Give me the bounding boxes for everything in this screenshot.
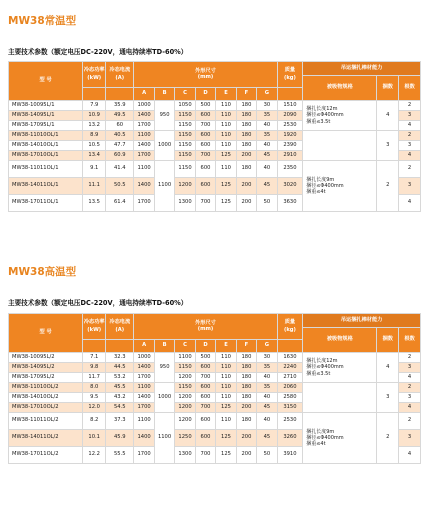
header-cooling-power-label: 冷态功率 bbox=[83, 67, 105, 74]
object-spec-line: 捆重≤4t bbox=[306, 441, 326, 448]
cell-dim-d: 600 bbox=[195, 178, 215, 195]
object-spec-line: 捆重≤4t bbox=[306, 189, 326, 196]
table-row bbox=[9, 101, 421, 111]
cell-root-count: 4 bbox=[399, 121, 421, 131]
cell-dim-g: 30 bbox=[257, 101, 277, 111]
cell-model: MW38-17011OL/1 bbox=[9, 195, 83, 212]
cell-dim-a: 1400 bbox=[134, 178, 154, 195]
cell-power: 10.9 bbox=[83, 111, 106, 121]
header-current-blank bbox=[106, 340, 134, 353]
cell-bundle-count: 3 bbox=[377, 383, 399, 413]
cell-current: 43.2 bbox=[106, 393, 134, 403]
cell-dim-d: 600 bbox=[195, 413, 215, 430]
table-row bbox=[9, 131, 421, 141]
cell-current: 44.5 bbox=[106, 363, 134, 373]
table-row bbox=[9, 353, 421, 363]
cell-dim-d: 700 bbox=[195, 195, 215, 212]
cell-dim-c: 1150 bbox=[175, 141, 195, 151]
header-dim-d: D bbox=[195, 340, 215, 353]
cell-dim-f: 200 bbox=[236, 178, 256, 195]
cell-mass: 2350 bbox=[277, 161, 303, 178]
cell-root-count: 2 bbox=[399, 101, 421, 111]
table-row bbox=[9, 383, 421, 393]
header-dim-c: C bbox=[175, 88, 195, 101]
cell-dim-f: 200 bbox=[236, 430, 256, 447]
cell-dim-f: 180 bbox=[236, 131, 256, 141]
cell-current: 54.5 bbox=[106, 403, 134, 413]
cell-dim-e: 110 bbox=[216, 353, 236, 363]
cell-dim-a: 1100 bbox=[134, 413, 154, 430]
spec-table-normal bbox=[8, 61, 421, 212]
cell-model: MW38-14011OL/2 bbox=[9, 430, 83, 447]
cell-root-count: 2 bbox=[399, 131, 421, 141]
cell-root-count: 4 bbox=[399, 373, 421, 383]
cell-dim-e: 125 bbox=[216, 403, 236, 413]
cell-dim-f: 180 bbox=[236, 413, 256, 430]
header-row bbox=[9, 62, 421, 76]
header-bundle-count: 捆数 bbox=[377, 76, 399, 101]
cell-dim-a: 1100 bbox=[134, 383, 154, 393]
header-mass-label: 质量 bbox=[284, 67, 296, 74]
cell-dim-e: 125 bbox=[216, 178, 236, 195]
cell-dim-f: 180 bbox=[236, 121, 256, 131]
cell-dim-g: 45 bbox=[257, 178, 277, 195]
header-capacity: 吊运捆扎棒材能力 bbox=[303, 314, 421, 328]
header-model: 型 号 bbox=[9, 62, 83, 101]
cell-root-count: 2 bbox=[399, 413, 421, 430]
header-cooling-power-unit: (kW) bbox=[87, 74, 102, 81]
cell-model: MW38-11011OL/2 bbox=[9, 413, 83, 430]
cell-power: 7.9 bbox=[83, 101, 106, 111]
cell-dim-a: 1700 bbox=[134, 447, 154, 464]
header-dim-g: G bbox=[257, 88, 277, 101]
cell-dim-d: 700 bbox=[195, 447, 215, 464]
cell-dim-d: 600 bbox=[195, 141, 215, 151]
cell-power: 10.5 bbox=[83, 141, 106, 151]
cell-power: 8.2 bbox=[83, 413, 106, 430]
cell-current: 49.5 bbox=[106, 111, 134, 121]
cell-model: MW38-14010OL/2 bbox=[9, 393, 83, 403]
header-bundle-count: 捆数 bbox=[377, 328, 399, 353]
cell-dim-a: 1400 bbox=[134, 141, 154, 151]
object-spec-line: 捆重≤3.5t bbox=[306, 118, 331, 125]
cell-dim-e: 110 bbox=[216, 141, 236, 151]
cell-power: 12.0 bbox=[83, 403, 106, 413]
cell-dim-c: 1300 bbox=[175, 195, 195, 212]
cell-dim-e: 125 bbox=[216, 195, 236, 212]
cell-dim-a: 1400 bbox=[134, 363, 154, 373]
cell-power: 10.1 bbox=[83, 430, 106, 447]
header-dim-g: G bbox=[257, 340, 277, 353]
cell-model: MW38-10095L/2 bbox=[9, 353, 83, 363]
header-mass-unit: (kg) bbox=[283, 74, 296, 81]
cell-power: 12.2 bbox=[83, 447, 106, 464]
cell-current: 53.2 bbox=[106, 373, 134, 383]
header-cooling-current bbox=[106, 62, 134, 88]
cell-dim-e: 110 bbox=[216, 101, 236, 111]
object-spec-line: 捆扎长度12m bbox=[306, 358, 338, 365]
header-mass-unit: (kg) bbox=[283, 326, 296, 333]
cell-dim-a: 1100 bbox=[134, 161, 154, 178]
cell-dim-f: 180 bbox=[236, 101, 256, 111]
spec-table-high bbox=[8, 313, 421, 464]
cell-mass: 2390 bbox=[277, 141, 303, 151]
header-mass-label: 质量 bbox=[284, 319, 296, 326]
cell-dim-c: 1300 bbox=[175, 447, 195, 464]
cell-current: 32.3 bbox=[106, 353, 134, 363]
cell-mass: 3910 bbox=[277, 447, 303, 464]
table-row bbox=[9, 413, 421, 430]
header-mass bbox=[277, 314, 303, 340]
cell-dim-c: 1150 bbox=[175, 161, 195, 178]
cell-dim-d: 600 bbox=[195, 430, 215, 447]
cell-current: 50.5 bbox=[106, 178, 134, 195]
cell-dim-f: 180 bbox=[236, 363, 256, 373]
cell-power: 7.1 bbox=[83, 353, 106, 363]
cell-dim-g: 35 bbox=[257, 111, 277, 121]
cell-dim-f: 180 bbox=[236, 383, 256, 393]
cell-dim-g: 35 bbox=[257, 383, 277, 393]
cell-dim-g: 30 bbox=[257, 353, 277, 363]
cell-dim-g: 40 bbox=[257, 413, 277, 430]
cell-power: 9.1 bbox=[83, 161, 106, 178]
cell-dim-e: 110 bbox=[216, 363, 236, 373]
cell-dim-g: 40 bbox=[257, 161, 277, 178]
cell-power: 13.4 bbox=[83, 151, 106, 161]
section-title-normal: MW38常温型 bbox=[8, 15, 77, 27]
cell-dim-f: 180 bbox=[236, 141, 256, 151]
cell-dim-c: 1150 bbox=[175, 363, 195, 373]
cell-model: MW38-14010OL/1 bbox=[9, 141, 83, 151]
header-current-blank bbox=[106, 88, 134, 101]
cell-root-count: 4 bbox=[399, 151, 421, 161]
object-spec-line: 捆径≤Φ400mm bbox=[306, 434, 344, 441]
cell-dim-d: 600 bbox=[195, 393, 215, 403]
cell-dim-b: 1100 bbox=[154, 161, 174, 212]
cell-mass: 2710 bbox=[277, 373, 303, 383]
header-dim-d: D bbox=[195, 88, 215, 101]
cell-model: MW38-14095L/1 bbox=[9, 111, 83, 121]
cell-root-count: 3 bbox=[399, 141, 421, 151]
header-cooling-current-unit: (A) bbox=[115, 326, 125, 333]
cell-current: 47.7 bbox=[106, 141, 134, 151]
cell-dim-f: 180 bbox=[236, 393, 256, 403]
header-object-spec: 被吸物规格 bbox=[303, 76, 377, 101]
cell-dim-e: 125 bbox=[216, 151, 236, 161]
cell-power: 13.2 bbox=[83, 121, 106, 131]
cell-dim-e: 110 bbox=[216, 373, 236, 383]
cell-mass: 1630 bbox=[277, 353, 303, 363]
header-model: 型 号 bbox=[9, 314, 83, 353]
header-dimensions-label: 外形尺寸 bbox=[195, 320, 216, 327]
object-spec-line: 捆径≤Φ400mm bbox=[306, 112, 344, 119]
header-dimensions-label: 外形尺寸 bbox=[195, 68, 216, 75]
cell-mass: 2090 bbox=[277, 111, 303, 121]
cell-root-count: 2 bbox=[399, 383, 421, 393]
cell-power: 8.0 bbox=[83, 383, 106, 393]
cell-power: 8.9 bbox=[83, 131, 106, 141]
cell-dim-g: 45 bbox=[257, 430, 277, 447]
cell-dim-e: 110 bbox=[216, 121, 236, 131]
cell-dim-c: 1150 bbox=[175, 131, 195, 141]
cell-dim-g: 40 bbox=[257, 373, 277, 383]
cell-dim-a: 1700 bbox=[134, 195, 154, 212]
header-capacity: 吊运捆扎棒材能力 bbox=[303, 62, 421, 76]
cell-dim-a: 1100 bbox=[134, 131, 154, 141]
cell-dim-c: 1200 bbox=[175, 178, 195, 195]
cell-mass: 2580 bbox=[277, 393, 303, 403]
cell-model: MW38-10095L/1 bbox=[9, 101, 83, 111]
cell-root-count: 3 bbox=[399, 430, 421, 447]
cell-dim-d: 500 bbox=[195, 101, 215, 111]
cell-dim-d: 500 bbox=[195, 353, 215, 363]
cell-mass: 2060 bbox=[277, 383, 303, 393]
header-dim-f: F bbox=[236, 340, 256, 353]
cell-dim-e: 125 bbox=[216, 447, 236, 464]
cell-dim-c: 1100 bbox=[175, 353, 195, 363]
cell-dim-b: 950 bbox=[154, 353, 174, 383]
cell-power: 9.5 bbox=[83, 393, 106, 403]
header-dimensions-unit: (mm) bbox=[197, 325, 214, 332]
header-cooling-current-label: 冷态电流 bbox=[109, 67, 131, 74]
cell-model: MW38-14095L/2 bbox=[9, 363, 83, 373]
cell-dim-d: 700 bbox=[195, 403, 215, 413]
cell-dim-f: 180 bbox=[236, 161, 256, 178]
cell-dim-f: 180 bbox=[236, 373, 256, 383]
cell-dim-c: 1200 bbox=[175, 393, 195, 403]
cell-power: 11.7 bbox=[83, 373, 106, 383]
cell-root-count: 3 bbox=[399, 363, 421, 373]
cell-dim-e: 110 bbox=[216, 393, 236, 403]
header-cooling-power-unit: (kW) bbox=[87, 326, 102, 333]
cell-mass: 2530 bbox=[277, 121, 303, 131]
cell-bundle-count: 2 bbox=[377, 161, 399, 212]
cell-bundle-count: 2 bbox=[377, 413, 399, 464]
cell-dim-d: 600 bbox=[195, 161, 215, 178]
cell-dim-d: 700 bbox=[195, 121, 215, 131]
section-subtitle-high: 主要技术参数（额定电压DC-220V，通电持续率TD-60%） bbox=[8, 299, 188, 307]
cell-current: 60.9 bbox=[106, 151, 134, 161]
cell-model: MW38-14011OL/1 bbox=[9, 178, 83, 195]
cell-root-count: 2 bbox=[399, 353, 421, 363]
cell-root-count: 4 bbox=[399, 403, 421, 413]
cell-model: MW38-17095L/1 bbox=[9, 121, 83, 131]
cell-mass: 3630 bbox=[277, 195, 303, 212]
header-row bbox=[9, 314, 421, 328]
header-dim-c: C bbox=[175, 340, 195, 353]
cell-dim-c: 1250 bbox=[175, 430, 195, 447]
object-spec-line: 捆径≤Φ400mm bbox=[306, 182, 344, 189]
cell-dim-d: 600 bbox=[195, 363, 215, 373]
cell-root-count: 3 bbox=[399, 393, 421, 403]
cell-dim-f: 200 bbox=[236, 195, 256, 212]
section-subtitle-normal: 主要技术参数（额定电压DC-220V，通电持续率TD-60%） bbox=[8, 48, 188, 56]
cell-root-count: 4 bbox=[399, 195, 421, 212]
cell-dim-c: 1150 bbox=[175, 383, 195, 393]
cell-model: MW38-17011OL/2 bbox=[9, 447, 83, 464]
cell-dim-c: 1150 bbox=[175, 151, 195, 161]
cell-model: MW38-17095L/2 bbox=[9, 373, 83, 383]
cell-dim-f: 200 bbox=[236, 151, 256, 161]
header-cooling-current bbox=[106, 314, 134, 340]
cell-dim-b: 1100 bbox=[154, 413, 174, 464]
cell-dim-g: 40 bbox=[257, 121, 277, 131]
header-dim-a: A bbox=[134, 88, 154, 101]
cell-dim-d: 700 bbox=[195, 151, 215, 161]
header-dim-b: B bbox=[154, 340, 174, 353]
cell-dim-g: 40 bbox=[257, 141, 277, 151]
cell-dim-a: 1400 bbox=[134, 393, 154, 403]
header-root-count: 根数 bbox=[399, 328, 421, 353]
cell-dim-g: 45 bbox=[257, 151, 277, 161]
header-dim-b: B bbox=[154, 88, 174, 101]
cell-mass: 1920 bbox=[277, 131, 303, 141]
cell-dim-c: 1050 bbox=[175, 101, 195, 111]
cell-dim-a: 1700 bbox=[134, 373, 154, 383]
cell-model: MW38-17010OL/1 bbox=[9, 151, 83, 161]
cell-bundle-count: 4 bbox=[377, 353, 399, 383]
object-spec-line: 捆重≤3.5t bbox=[306, 370, 331, 377]
cell-power: 11.1 bbox=[83, 178, 106, 195]
cell-current: 37.3 bbox=[106, 413, 134, 430]
cell-mass: 2240 bbox=[277, 363, 303, 373]
cell-mass: 3020 bbox=[277, 178, 303, 195]
cell-dim-g: 40 bbox=[257, 393, 277, 403]
header-cooling-current-unit: (A) bbox=[115, 74, 125, 81]
object-spec-line: 捆扎长度9m bbox=[306, 428, 335, 435]
cell-dim-e: 110 bbox=[216, 383, 236, 393]
cell-current: 40.5 bbox=[106, 131, 134, 141]
header-power-blank bbox=[83, 88, 106, 101]
header-cooling-power-label: 冷态功率 bbox=[83, 319, 105, 326]
cell-mass: 2530 bbox=[277, 413, 303, 430]
cell-mass: 3260 bbox=[277, 430, 303, 447]
cell-dim-a: 1000 bbox=[134, 101, 154, 111]
cell-dim-b: 950 bbox=[154, 101, 174, 131]
cell-dim-d: 600 bbox=[195, 383, 215, 393]
cell-dim-e: 110 bbox=[216, 131, 236, 141]
cell-object-spec bbox=[303, 101, 377, 131]
cell-dim-c: 1150 bbox=[175, 111, 195, 121]
header-power-blank bbox=[83, 340, 106, 353]
cell-dim-c: 1200 bbox=[175, 373, 195, 383]
cell-dim-g: 35 bbox=[257, 131, 277, 141]
cell-current: 55.5 bbox=[106, 447, 134, 464]
cell-dim-a: 1400 bbox=[134, 111, 154, 121]
cell-object-spec bbox=[303, 161, 377, 212]
cell-dim-f: 180 bbox=[236, 111, 256, 121]
cell-root-count: 3 bbox=[399, 111, 421, 121]
cell-current: 35.9 bbox=[106, 101, 134, 111]
header-dimensions bbox=[134, 314, 277, 340]
cell-object-spec bbox=[303, 413, 377, 464]
cell-dim-b: 1000 bbox=[154, 131, 174, 161]
cell-mass: 3150 bbox=[277, 403, 303, 413]
cell-object-spec bbox=[303, 131, 377, 161]
cell-dim-g: 50 bbox=[257, 447, 277, 464]
cell-current: 60 bbox=[106, 121, 134, 131]
header-cooling-power bbox=[83, 314, 106, 340]
cell-dim-f: 200 bbox=[236, 403, 256, 413]
cell-dim-d: 600 bbox=[195, 131, 215, 141]
header-mass bbox=[277, 62, 303, 88]
cell-bundle-count: 3 bbox=[377, 131, 399, 161]
cell-dim-c: 1200 bbox=[175, 413, 195, 430]
cell-bundle-count: 4 bbox=[377, 101, 399, 131]
header-mass-blank bbox=[277, 340, 303, 353]
header-dimensions bbox=[134, 62, 277, 88]
section-title-high: MW38高温型 bbox=[8, 266, 77, 278]
cell-model: MW38-11010OL/2 bbox=[9, 383, 83, 393]
header-cooling-power bbox=[83, 62, 106, 88]
cell-dim-c: 1150 bbox=[175, 121, 195, 131]
cell-root-count: 3 bbox=[399, 178, 421, 195]
cell-dim-g: 35 bbox=[257, 363, 277, 373]
cell-power: 13.5 bbox=[83, 195, 106, 212]
cell-current: 41.4 bbox=[106, 161, 134, 178]
cell-dim-f: 180 bbox=[236, 353, 256, 363]
header-root-count: 根数 bbox=[399, 76, 421, 101]
cell-dim-e: 110 bbox=[216, 111, 236, 121]
cell-dim-e: 110 bbox=[216, 161, 236, 178]
table-row bbox=[9, 161, 421, 178]
cell-mass: 2910 bbox=[277, 151, 303, 161]
cell-object-spec bbox=[303, 383, 377, 413]
cell-dim-e: 125 bbox=[216, 430, 236, 447]
cell-dim-d: 600 bbox=[195, 111, 215, 121]
object-spec-line: 捆扎长度12m bbox=[306, 106, 338, 113]
cell-current: 61.4 bbox=[106, 195, 134, 212]
cell-power: 9.8 bbox=[83, 363, 106, 373]
cell-dim-g: 50 bbox=[257, 195, 277, 212]
object-spec-line: 捆扎长度9m bbox=[306, 176, 335, 183]
cell-current: 45.5 bbox=[106, 383, 134, 393]
cell-root-count: 4 bbox=[399, 447, 421, 464]
header-mass-blank bbox=[277, 88, 303, 101]
cell-dim-a: 1000 bbox=[134, 353, 154, 363]
cell-dim-f: 200 bbox=[236, 447, 256, 464]
cell-dim-g: 45 bbox=[257, 403, 277, 413]
cell-model: MW38-11010OL/1 bbox=[9, 131, 83, 141]
cell-model: MW38-11011OL/1 bbox=[9, 161, 83, 178]
header-dim-a: A bbox=[134, 340, 154, 353]
header-dim-e: E bbox=[216, 88, 236, 101]
header-cooling-current-label: 冷态电流 bbox=[109, 319, 131, 326]
cell-dim-a: 1700 bbox=[134, 121, 154, 131]
cell-mass: 1510 bbox=[277, 101, 303, 111]
cell-dim-a: 1700 bbox=[134, 403, 154, 413]
header-dim-f: F bbox=[236, 88, 256, 101]
header-object-spec: 被吸物规格 bbox=[303, 328, 377, 353]
cell-current: 45.9 bbox=[106, 430, 134, 447]
header-dim-e: E bbox=[216, 340, 236, 353]
cell-dim-a: 1700 bbox=[134, 151, 154, 161]
cell-object-spec bbox=[303, 353, 377, 383]
cell-dim-a: 1400 bbox=[134, 430, 154, 447]
cell-dim-c: 1200 bbox=[175, 403, 195, 413]
object-spec-line: 捆径≤Φ400mm bbox=[306, 364, 344, 371]
cell-dim-b: 1000 bbox=[154, 383, 174, 413]
cell-dim-d: 700 bbox=[195, 373, 215, 383]
header-dimensions-unit: (mm) bbox=[197, 73, 214, 80]
cell-root-count: 2 bbox=[399, 161, 421, 178]
cell-dim-e: 110 bbox=[216, 413, 236, 430]
cell-model: MW38-17010OL/2 bbox=[9, 403, 83, 413]
